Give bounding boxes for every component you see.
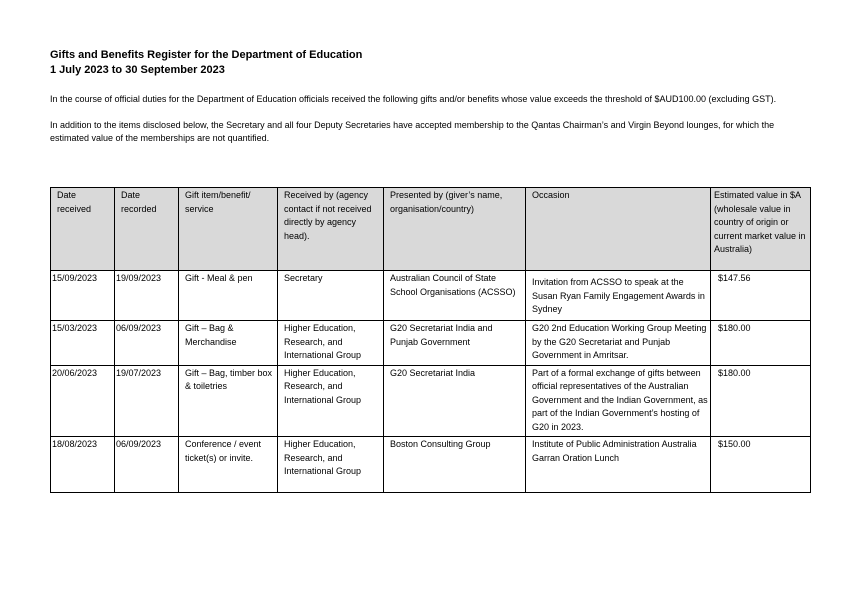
cell-presented-by: G20 Secretariat India xyxy=(384,365,526,437)
cell-presented-by: Australian Council of State School Organisations (ACSSO) xyxy=(384,271,526,321)
document-title: Gifts and Benefits Register for the Department of Education xyxy=(50,49,363,61)
document-header xyxy=(50,48,810,146)
cell-received-by: Higher Education, Research, and International Group xyxy=(278,365,384,437)
cell-date-recorded: 06/09/2023 xyxy=(115,437,179,493)
cell-received-by: Secretary xyxy=(278,271,384,321)
cell-date-recorded: 19/09/2023 xyxy=(115,271,179,321)
header-date-recorded: Date recorded xyxy=(115,188,179,271)
table-header-row xyxy=(51,188,811,271)
header-gift-item: Gift item/benefit/ service xyxy=(179,188,278,271)
cell-value: $147.56 xyxy=(711,271,811,321)
cell-occasion: Part of a formal exchange of gifts between official representatives of the Australian Government and the Indian Government, as part of the Indian Government’s hosting of G20 in 2023. xyxy=(526,365,711,437)
intro-paragraph: In the course of official duties for the Department of Education officials received the following gifts and/or benefits whose value exceeds the threshold of $AUD100.00 (excluding GST). xyxy=(50,94,777,104)
header-date-received: Date received xyxy=(51,188,115,271)
cell-date-received: 20/06/2023 xyxy=(51,365,115,437)
cell-gift-item: Gift – Bag & Merchandise xyxy=(179,321,278,366)
table-row xyxy=(51,365,811,437)
cell-occasion: G20 2nd Education Working Group Meeting by the G20 Secretariat and Punjab Government in Amritsar. xyxy=(526,321,711,366)
cell-gift-item: Conference / event ticket(s) or invite. xyxy=(179,437,278,493)
header-estimated-value: Estimated value in $A (wholesale value in country of origin or current market value in Australia) xyxy=(711,188,811,271)
cell-date-received: 18/08/2023 xyxy=(51,437,115,493)
cell-date-received: 15/09/2023 xyxy=(51,271,115,321)
cell-value: $180.00 xyxy=(711,365,811,437)
cell-value: $180.00 xyxy=(711,321,811,366)
cell-occasion: Institute of Public Administration Australia Garran Oration Lunch xyxy=(526,437,711,493)
header-presented-by: Presented by (giver’s name, organisation/country) xyxy=(384,188,526,271)
gifts-register-table xyxy=(50,187,811,493)
table-row xyxy=(51,437,811,493)
cell-occasion: Invitation from ACSSO to speak at the Susan Ryan Family Engagement Awards in Sydney xyxy=(526,271,711,321)
table-row xyxy=(51,271,811,321)
document-period: 1 July 2023 to 30 September 2023 xyxy=(50,64,225,76)
cell-received-by: Higher Education, Research, and International Group xyxy=(278,321,384,366)
cell-presented-by: Boston Consulting Group xyxy=(384,437,526,493)
cell-date-received: 15/03/2023 xyxy=(51,321,115,366)
header-received-by: Received by (agency contact if not received directly by agency head). xyxy=(278,188,384,271)
cell-date-recorded: 06/09/2023 xyxy=(115,321,179,366)
cell-date-recorded: 19/07/2023 xyxy=(115,365,179,437)
table-row xyxy=(51,321,811,366)
note-paragraph: In addition to the items disclosed below, the Secretary and all four Deputy Secretaries have accepted membership to the Qantas Chairman’s and Virgin Beyond lounges, for which the estimated value of the memberships are not quantified. xyxy=(50,119,775,143)
header-occasion: Occasion xyxy=(526,188,711,271)
cell-value: $150.00 xyxy=(711,437,811,493)
cell-gift-item: Gift – Bag, timber box & toiletries xyxy=(179,365,278,437)
cell-presented-by: G20 Secretariat India and Punjab Government xyxy=(384,321,526,366)
cell-gift-item: Gift - Meal & pen xyxy=(179,271,278,321)
cell-received-by: Higher Education, Research, and International Group xyxy=(278,437,384,493)
